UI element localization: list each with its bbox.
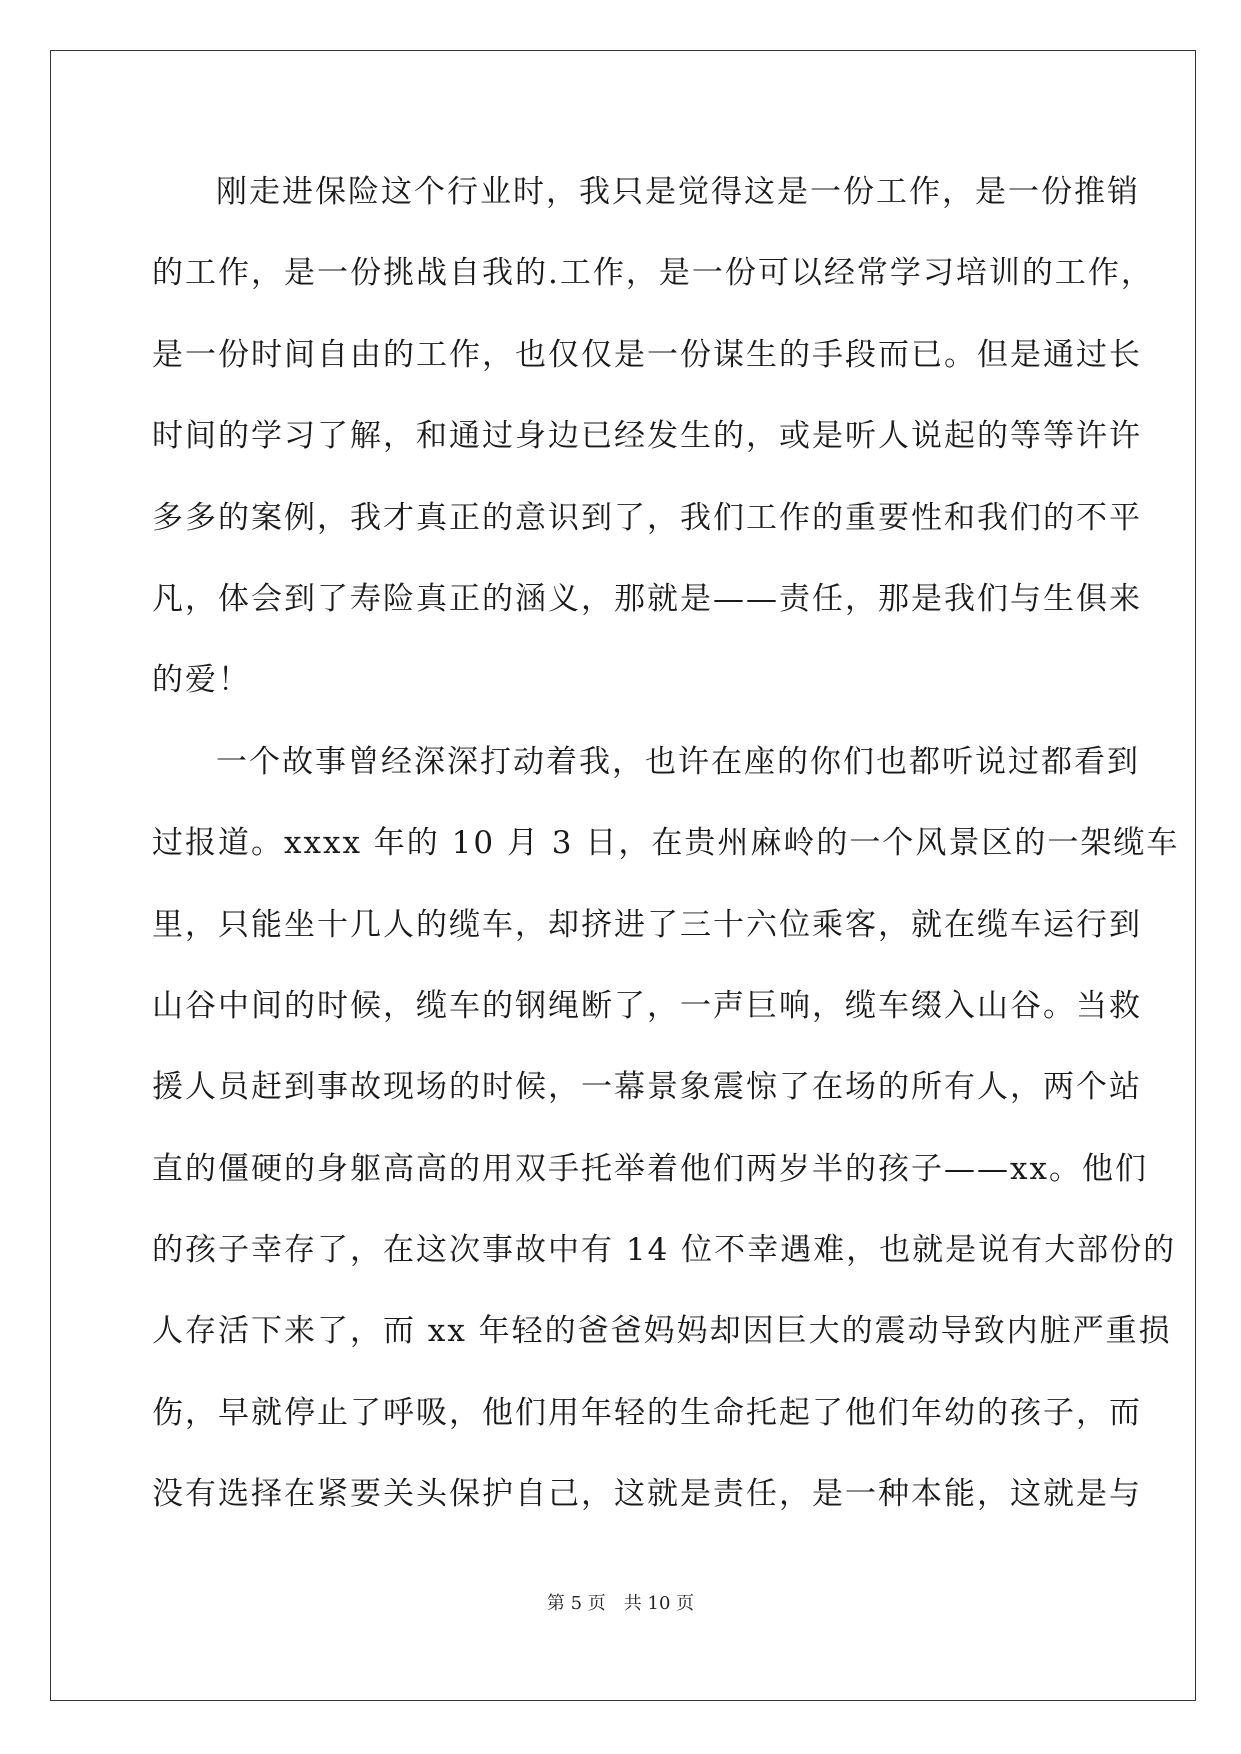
paragraph-1-line-7: 的爱！ xyxy=(152,662,251,699)
paragraph-2-line-9: 伤，早就停止了呼吸，他们用年轻的生命托起了他们年幼的孩子，而 xyxy=(152,1394,1142,1431)
paragraph-2-line-4: 山谷中间的时候，缆车的钢绳断了，一声巨响，缆车缀入山谷。当救 xyxy=(152,987,1142,1024)
paragraph-1-line-6: 凡，体会到了寿险真正的涵义，那就是——责任，那是我们与生俱来 xyxy=(152,580,1142,617)
paragraph-2-line-3: 里，只能坐十几人的缆车，却挤进了三十六位乘客，就在缆车运行到 xyxy=(152,906,1142,943)
paragraph-1-line-4: 时间的学习了解，和通过身边已经发生的，或是听人说起的等等许许 xyxy=(152,418,1142,455)
paragraph-1-line-3: 是一份时间自由的工作，也仅仅是一份谋生的手段而已。但是通过长 xyxy=(152,336,1142,373)
paragraph-1-line-1: 刚走进保险这个行业时，我只是觉得这是一份工作，是一份推销 xyxy=(216,174,1140,210)
paragraph-2-line-2: 过报道。xxxx 年的 10 月 3 日，在贵州麻岭的一个风景区的一架缆车 xyxy=(152,825,1180,862)
paragraph-2-line-5: 援人员赶到事故现场的时候，一幕景象震惊了在场的所有人，两个站 xyxy=(152,1069,1142,1106)
paragraph-1-line-2: 的工作，是一份挑战自我的.工作，是一份可以经常学习培训的工作， xyxy=(152,255,1154,292)
document-body xyxy=(152,163,1180,1547)
paragraph-1-line-5: 多多的案例，我才真正的意识到了，我们工作的重要性和我们的不平 xyxy=(152,499,1142,536)
paragraph-2-line-10: 没有选择在紧要关头保护自己，这就是责任，是一种本能，这就是与 xyxy=(152,1476,1142,1513)
page-footer xyxy=(0,1592,1241,1616)
paragraph-2-line-1: 一个故事曾经深深打动着我，也许在座的你们也都听说过都看到 xyxy=(216,743,1140,780)
page-total: 共 10 页 xyxy=(623,1593,695,1614)
page-number: 第 5 页 xyxy=(546,1593,606,1614)
paragraph-2-line-6: 直的僵硬的身躯高高的用双手托举着他们两岁半的孩子——xx。他们 xyxy=(152,1150,1148,1187)
paragraph-2-line-8: 人存活下来了，而 xx 年轻的爸爸妈妈却因巨大的震动导致内脏严重损 xyxy=(152,1313,1172,1350)
paragraph-2-line-7: 的孩子幸存了，在这次事故中有 14 位不幸遇难，也就是说有大部份的 xyxy=(152,1232,1177,1269)
